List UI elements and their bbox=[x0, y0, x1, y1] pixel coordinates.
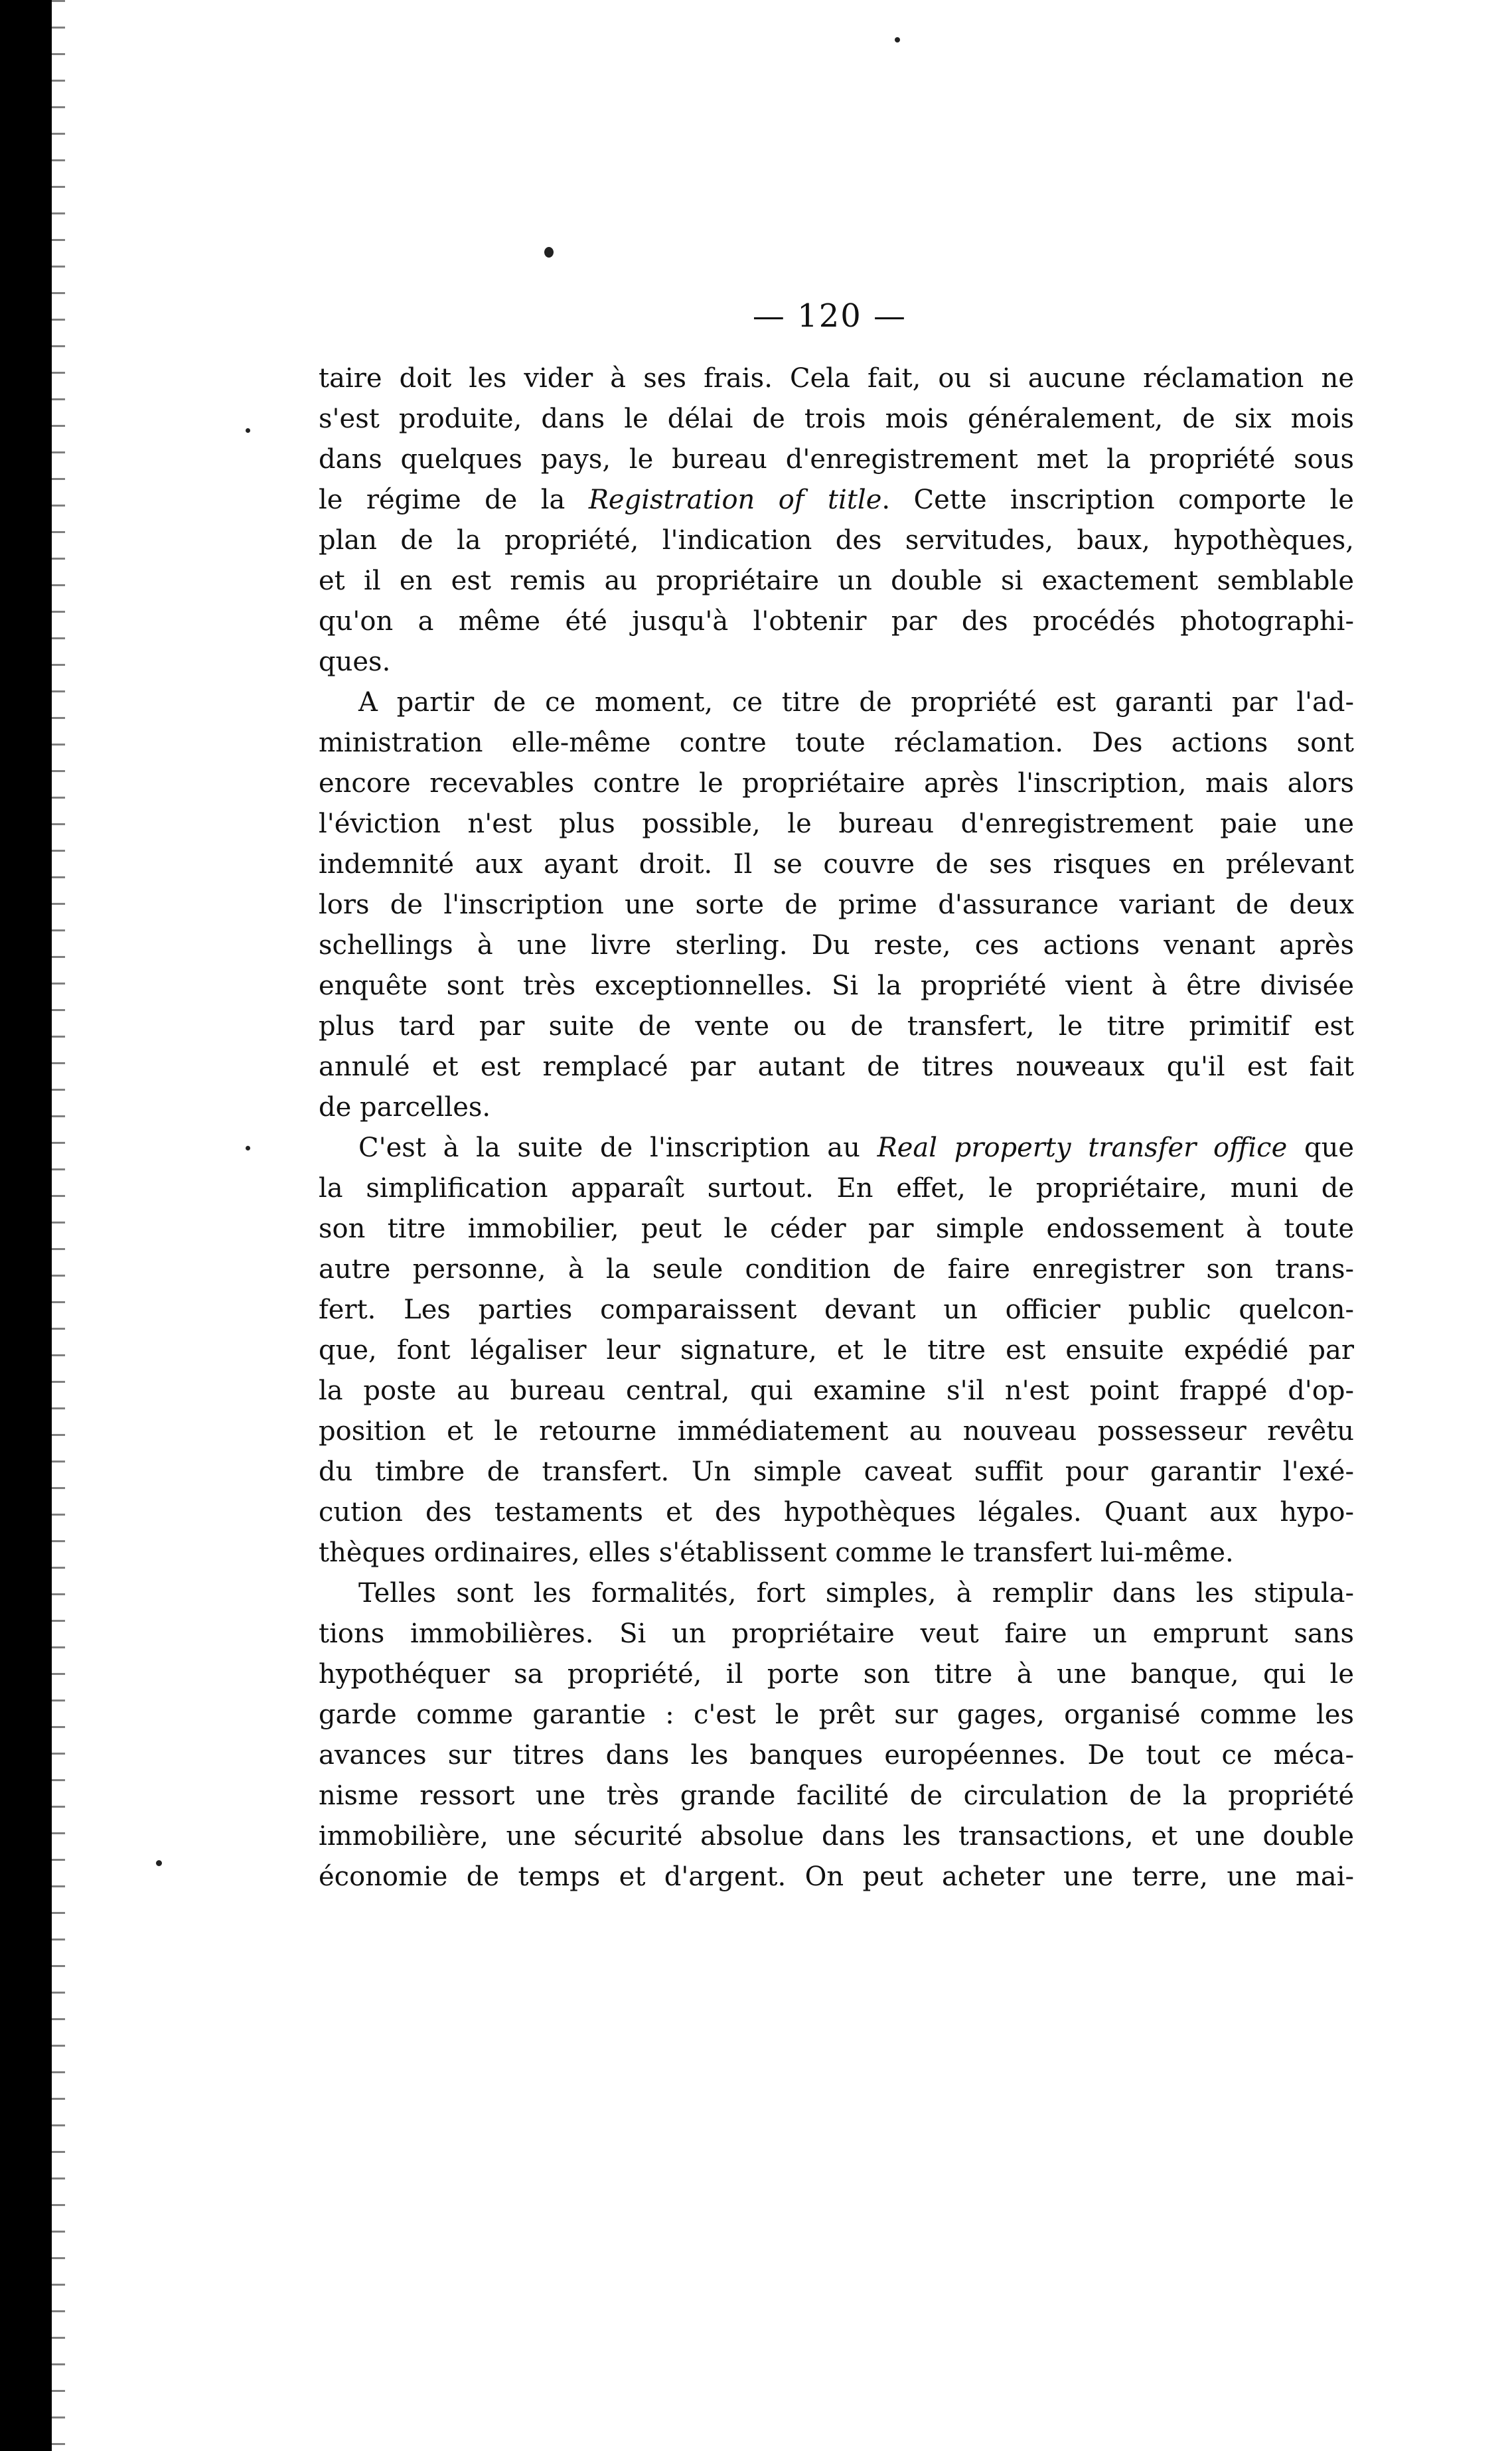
italic-term-real-property-transfer-office: Real property transfer office bbox=[877, 1133, 1288, 1163]
text-line: encore recevables contre le propriétaire après l'inscription, mais alors bbox=[319, 768, 1354, 799]
text-line: la poste au bureau central, qui examine s'il n'est point frappé d'op- bbox=[319, 1376, 1354, 1406]
text-line: de parcelles. bbox=[319, 1092, 491, 1123]
text-line: économie de temps et d'argent. On peut acheter une terre, une mai- bbox=[319, 1861, 1354, 1892]
scan-speck bbox=[246, 1146, 250, 1150]
text-line bbox=[319, 480, 1354, 520]
text-line: immobilière, une sécurité absolue dans les transactions, et une double bbox=[319, 1821, 1354, 1852]
text-line: tions immobilières. Si un propriétaire veut faire un emprunt sans bbox=[319, 1619, 1354, 1649]
scan-speck bbox=[246, 428, 250, 433]
page-number: — 120 — bbox=[752, 297, 907, 335]
text-line: cution des testaments et des hypothèques légales. Quant aux hypo- bbox=[319, 1497, 1354, 1528]
text-line: ministration elle-même contre toute réclamation. Des actions sont bbox=[319, 728, 1354, 758]
text-line: avances sur titres dans les banques européennes. De tout ce méca- bbox=[319, 1740, 1354, 1771]
text-line: garde comme garantie : c'est le prêt sur gages, organisé comme les bbox=[319, 1700, 1354, 1730]
text-line: que, font légaliser leur signature, et le titre est ensuite expédié par bbox=[319, 1335, 1354, 1366]
text-line: position et le retourne immédiatement au nouveau possesseur revêtu bbox=[319, 1416, 1354, 1447]
text-line: dans quelques pays, le bureau d'enregistrement met la propriété sous bbox=[319, 444, 1354, 475]
text-line: thèques ordinaires, elles s'établissent comme le transfert lui-même. bbox=[319, 1538, 1234, 1568]
text-line: lors de l'inscription une sorte de prime d'assurance variant de deux bbox=[319, 890, 1354, 920]
text-line: schellings à une livre sterling. Du reste, ces actions venant après bbox=[319, 930, 1354, 961]
text-line: et il en est remis au propriétaire un double si exactement semblable bbox=[319, 566, 1354, 596]
text-line: nisme ressort une très grande facilité de circulation de la propriété bbox=[319, 1780, 1354, 1811]
italic-term-registration-of-title: Registration of title bbox=[588, 485, 882, 515]
scan-speck bbox=[544, 247, 554, 258]
scan-speck bbox=[156, 1860, 162, 1866]
text-line: son titre immobilier, peut le céder par simple endossement à toute bbox=[319, 1214, 1354, 1244]
text-run: que bbox=[1287, 1133, 1355, 1163]
text-line: Telles sont les formalités, fort simples, à remplir dans les stipula- bbox=[358, 1578, 1354, 1609]
text-line: qu'on a même été jusqu'à l'obtenir par des procédés photographi- bbox=[319, 606, 1354, 637]
text-line: indemnité aux ayant droit. Il se couvre de ses risques en prélevant bbox=[319, 849, 1354, 880]
body-text bbox=[319, 358, 1354, 1897]
scan-binding-edge bbox=[0, 0, 52, 2451]
text-line: s'est produite, dans le délai de trois mois généralement, de six mois bbox=[319, 404, 1354, 434]
text-line: du timbre de transfert. Un simple caveat suffit pour garantir l'exé- bbox=[319, 1457, 1354, 1487]
text-run: . Cette inscription comporte le bbox=[881, 485, 1354, 515]
text-line: annulé et est remplacé par autant de titres nouveaux qu'il est fait bbox=[319, 1052, 1354, 1082]
text-line: l'éviction n'est plus possible, le bureau d'enregistrement paie une bbox=[319, 809, 1354, 839]
scan-speck bbox=[895, 37, 900, 42]
text-line bbox=[319, 1128, 1354, 1168]
text-run: C'est à la suite de l'inscription au bbox=[358, 1133, 877, 1163]
scan-binding-speckle bbox=[52, 0, 65, 2451]
text-line: taire doit les vider à ses frais. Cela fait, ou si aucune réclamation ne bbox=[319, 363, 1354, 394]
text-line: enquête sont très exceptionnelles. Si la propriété vient à être divisée bbox=[319, 971, 1354, 1001]
text-line: A partir de ce moment, ce titre de propriété est garanti par l'ad- bbox=[358, 687, 1354, 718]
text-line: ques. bbox=[319, 647, 391, 677]
text-line: plus tard par suite de vente ou de transfert, le titre primitif est bbox=[319, 1011, 1354, 1042]
text-run: le régime de la bbox=[319, 485, 589, 515]
text-line: hypothéquer sa propriété, il porte son titre à une banque, qui le bbox=[319, 1659, 1354, 1690]
text-line: fert. Les parties comparaissent devant un officier public quelcon- bbox=[319, 1295, 1354, 1325]
text-line: la simplification apparaît surtout. En effet, le propriétaire, muni de bbox=[319, 1173, 1354, 1204]
text-line: autre personne, à la seule condition de faire enregistrer son trans- bbox=[319, 1254, 1354, 1285]
text-line: plan de la propriété, l'indication des servitudes, baux, hypothèques, bbox=[319, 525, 1354, 556]
